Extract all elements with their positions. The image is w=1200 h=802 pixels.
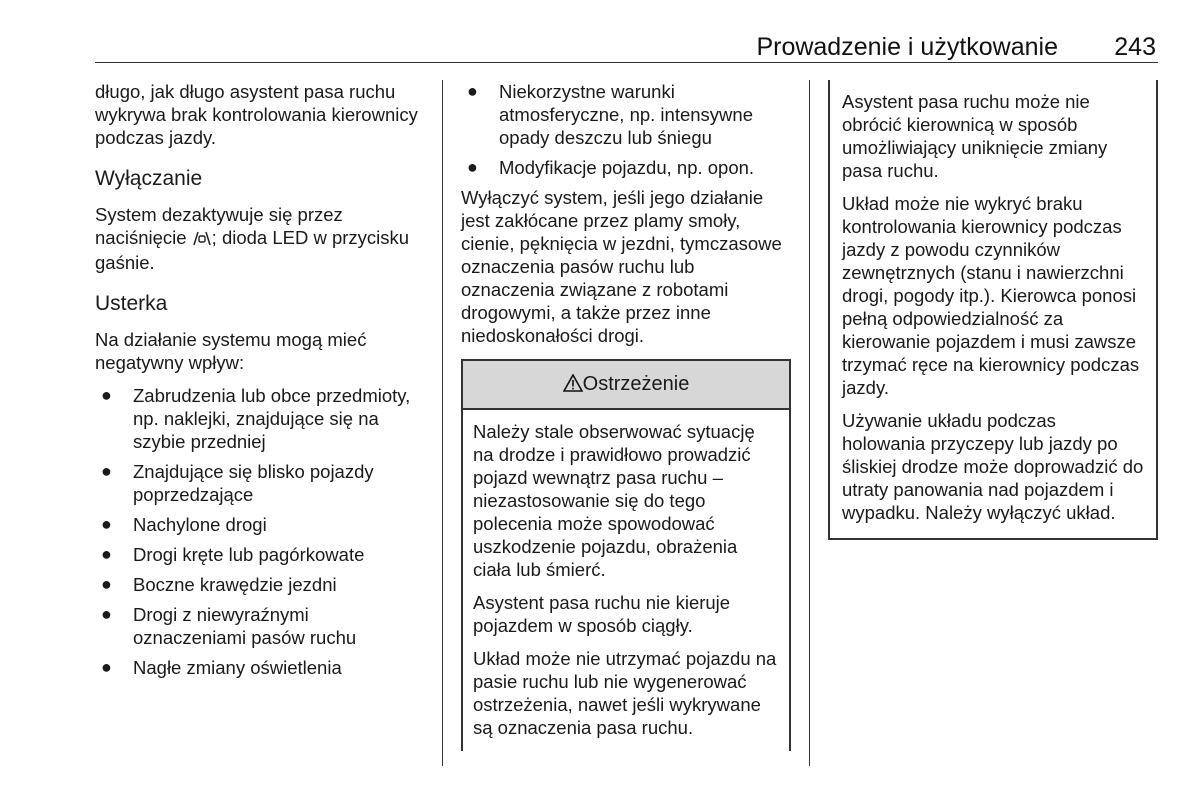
warning-paragraph: Asystent pasa ruchu może nie obrócić kierownicą w sposób umożliwiający uniknięcie zmiany pasa ruchu. [842,91,1108,181]
lane-assist-icon [192,231,212,248]
list-item: ● Drogi kręte lub pagórkowate [101,544,365,565]
column-right [828,80,1158,540]
bullet-icon: ● [101,544,112,564]
warning-paragraph: Układ może nie utrzymać pojazdu na pasie ruchu lub nie wygenerować ostrzeżenia, nawet jeśli wykrywane są oznaczenia pasa ruchu. [473,648,777,738]
list-item: ● Nagłe zmiany oświetlenia [101,657,342,678]
list-item: ● Zabrudzenia lub obce przedmioty, np. naklejki, znajdujące się na szybie przedniej [101,385,411,452]
bullet-icon: ● [101,461,112,481]
intro-text: długo, jak długo asystent pasa ruchu wykrywa brak kontrolowania kierownicy podczas jazdy. [95,81,418,148]
list-item: ● Znajdujące się blisko pojazdy poprzedzające [101,461,374,505]
bullet-icon: ● [101,574,112,594]
warning-box [461,359,791,751]
list-item: ● Drogi z niewyraźnymi oznaczeniami pasów ruchu [101,604,357,648]
off-text: System dezaktywuje się przez naciśnięcie ; dioda LED w przycisku gaśnie. [95,204,410,273]
section-title: Prowadzenie i użytkowanie [756,33,1058,61]
column-left [95,80,425,686]
bullet-icon: ● [101,514,112,534]
list-item: ● Modyfikacje pojazdu, np. opon. [467,157,755,178]
bullet-icon: ● [101,604,112,624]
list-item: ● Boczne krawędzie jezdni [101,574,337,595]
bullet-icon: ● [467,157,478,177]
column-divider [809,80,810,766]
bullet-icon: ● [101,385,112,405]
conditions-list [461,80,791,179]
fault-list [95,384,425,679]
bullet-icon: ● [101,657,112,677]
warning-continuation-box [828,80,1158,540]
list-item: ● Nachylone drogi [101,514,267,535]
warning-body [463,410,789,751]
heading-off: Wyłączanie [95,167,203,190]
column-divider [442,80,443,766]
warning-triangle-icon [563,373,583,396]
list-item: ● Niekorzystne warunki atmosferyczne, np. intensywne opady deszczu lub śniegu [467,81,753,148]
page-header [95,30,1158,63]
page-number: 243 [1114,33,1156,61]
warning-paragraph: Należy stale obserwować sytuację na drodze i prawidłowo prowadzić pojazd wewnątrz pasa ruchu – niezastosowanie się do tego polecenia może spowodować uszkodzenie pojazdu, obrażenia ciała lub śmierć. [473,421,755,580]
heading-fault: Usterka [95,292,168,315]
column-middle [461,80,791,751]
bullet-icon: ● [467,81,478,101]
warning-header [463,361,789,410]
warning-title: Ostrzeżenie [582,373,690,395]
warning-paragraph: Układ może nie wykryć braku kontrolowania kierownicy podczas jazdy z powodu czynników zewnętrznych (stanu i nawierzchni drogi, pogody itp.). Kierowca ponosi pełną odpowiedzialność za kierowanie pojazdem i musi zawsze trzymać ręce na kierownicy podczas jazdy. [842,193,1140,398]
disable-text: Wyłączyć system, jeśli jego działanie jest zakłócane przez plamy smoły, cienie, pęknięcia w jezdni, tymczasowe oznaczenia pasów ruchu lub oznaczenia związane z robotami drogowymi, a także przez inne niedoskonałości drogi. [461,187,782,346]
fault-text: Na działanie systemu mogą mieć negatywny wpływ: [95,329,367,373]
warning-paragraph: Asystent pasa ruchu nie kieruje pojazdem w sposób ciągły. [473,592,731,636]
warning-paragraph: Używanie układu podczas holowania przyczepy lub jazdy po śliskiej drodze może doprowadzić do utraty panowania nad pojazdem i wypadku. Należy wyłączyć układ. [842,410,1144,523]
